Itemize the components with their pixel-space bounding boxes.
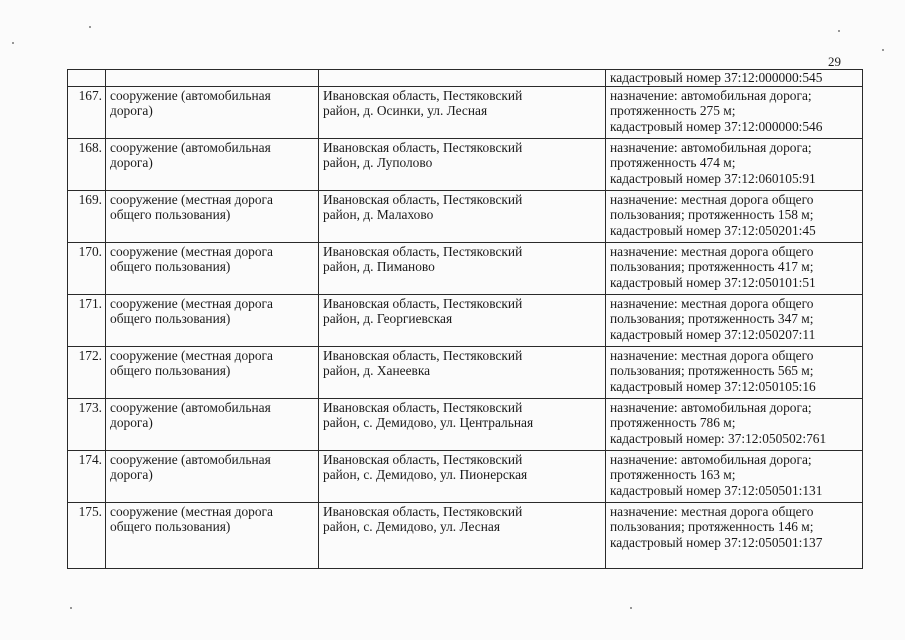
object-address-line: Ивановская область, Пестяковский — [323, 399, 523, 415]
object-address-line: Ивановская область, Пестяковский — [323, 191, 523, 207]
object-details-line: кадастровый номер 37:12:050105:16 — [610, 378, 816, 394]
object-details — [606, 70, 863, 87]
object-address — [319, 502, 606, 568]
row-number: 171. — [68, 294, 106, 346]
object-type-line: дорога) — [110, 467, 153, 483]
object-type — [106, 398, 319, 450]
object-address-line: район, с. Демидово, ул. Пионерская — [323, 467, 528, 483]
object-type — [106, 502, 319, 568]
object-details-line: назначение: автомобильная дорога; — [610, 139, 812, 155]
object-address-line: район, д. Осинки, ул. Лесная — [323, 103, 488, 119]
object-details-line: кадастровый номер 37:12:050501:131 — [610, 482, 823, 498]
object-details-line: назначение: автомобильная дорога; — [610, 87, 812, 103]
object-details — [606, 242, 863, 294]
object-address-line: Ивановская область, Пестяковский — [323, 139, 523, 155]
object-address-line: Ивановская область, Пестяковский — [323, 87, 523, 103]
object-type-line: общего пользования) — [110, 259, 231, 275]
object-address-line: район, д. Луполово — [323, 155, 433, 171]
object-type-line: сооружение (местная дорога — [110, 503, 273, 519]
object-address-line: район, с. Демидово, ул. Центральная — [323, 415, 534, 431]
object-address — [319, 346, 606, 398]
object-details-line: кадастровый номер: 37:12:050502:761 — [610, 430, 827, 446]
object-address — [319, 450, 606, 502]
object-details — [606, 138, 863, 190]
row-number: 167. — [68, 86, 106, 138]
object-address-line: район, д. Георгиевская — [323, 311, 453, 327]
object-details-line: назначение: местная дорога общего — [610, 243, 814, 259]
scan-speck — [882, 49, 884, 51]
object-address-line: Ивановская область, Пестяковский — [323, 295, 523, 311]
object-details-line: назначение: местная дорога общего — [610, 503, 814, 519]
object-details-line: кадастровый номер 37:12:050101:51 — [610, 274, 816, 290]
object-type-line: общего пользования) — [110, 311, 231, 327]
object-details-line: кадастровый номер 37:12:050207:11 — [610, 326, 816, 342]
object-details-line: назначение: местная дорога общего — [610, 191, 814, 207]
object-address-line: район, с. Демидово, ул. Лесная — [323, 519, 500, 535]
object-address — [319, 294, 606, 346]
object-details-line: назначение: местная дорога общего — [610, 347, 814, 363]
object-details-line: пользования; протяженность 347 м; — [610, 311, 814, 327]
object-type — [106, 70, 319, 87]
object-type — [106, 450, 319, 502]
object-address — [319, 138, 606, 190]
object-details — [606, 294, 863, 346]
scan-speck — [70, 607, 72, 609]
row-number: 168. — [68, 138, 106, 190]
scan-speck — [12, 42, 14, 44]
object-type-line: сооружение (местная дорога — [110, 243, 273, 259]
row-number: 170. — [68, 242, 106, 294]
page-number: 29 — [828, 54, 841, 69]
object-details-line: пользования; протяженность 565 м; — [610, 363, 814, 379]
table-row — [68, 398, 863, 450]
scan-speck — [630, 607, 632, 609]
scan-speck — [89, 26, 91, 28]
object-type-line: дорога) — [110, 103, 153, 119]
registry-table — [67, 69, 863, 569]
object-type-line: общего пользования) — [110, 519, 231, 535]
object-details — [606, 86, 863, 138]
object-details — [606, 502, 863, 568]
object-details-line: пользования; протяженность 417 м; — [610, 259, 814, 275]
table-row — [68, 242, 863, 294]
object-address-line: Ивановская область, Пестяковский — [323, 347, 523, 363]
scan-speck — [838, 30, 840, 32]
object-details-line: пользования; протяженность 158 м; — [610, 207, 814, 223]
table-body — [68, 70, 863, 569]
object-details — [606, 398, 863, 450]
object-details — [606, 450, 863, 502]
object-details-line: кадастровый номер 37:12:000000:546 — [610, 118, 823, 134]
row-number: 175. — [68, 502, 106, 568]
row-number: 173. — [68, 398, 106, 450]
object-type-line: общего пользования) — [110, 207, 231, 223]
object-type — [106, 294, 319, 346]
object-details-line: кадастровый номер 37:12:050501:137 — [610, 534, 823, 550]
row-number — [68, 70, 106, 87]
object-details — [606, 346, 863, 398]
object-details-line: назначение: автомобильная дорога; — [610, 399, 812, 415]
object-address — [319, 398, 606, 450]
object-type-line: сооружение (автомобильная — [110, 399, 271, 415]
object-type-line: дорога) — [110, 155, 153, 171]
object-address-line: Ивановская область, Пестяковский — [323, 503, 523, 519]
object-address — [319, 70, 606, 87]
object-type-line: дорога) — [110, 415, 153, 431]
object-type-line: сооружение (местная дорога — [110, 191, 273, 207]
object-type-line: общего пользования) — [110, 363, 231, 379]
object-type — [106, 190, 319, 242]
details-line: кадастровый номер 37:12:000000:545 — [610, 70, 823, 85]
object-details-line: протяженность 474 м; — [610, 155, 736, 171]
object-details-line: назначение: автомобильная дорога; — [610, 451, 812, 467]
table-row — [68, 502, 863, 568]
object-address — [319, 190, 606, 242]
object-details-line: протяженность 163 м; — [610, 467, 736, 483]
object-address-line: район, д. Ханеевка — [323, 363, 431, 379]
object-details-line: пользования; протяженность 146 м; — [610, 519, 814, 535]
table-row — [68, 294, 863, 346]
object-details — [606, 190, 863, 242]
object-details-line: назначение: местная дорога общего — [610, 295, 814, 311]
table-row — [68, 346, 863, 398]
object-type — [106, 138, 319, 190]
row-number: 174. — [68, 450, 106, 502]
row-number: 169. — [68, 190, 106, 242]
object-details-line: кадастровый номер 37:12:050201:45 — [610, 222, 816, 238]
object-address-line: район, д. Пиманово — [323, 259, 435, 275]
object-type — [106, 346, 319, 398]
object-details-line: протяженность 275 м; — [610, 103, 736, 119]
table-row — [68, 450, 863, 502]
table-row — [68, 138, 863, 190]
table-row — [68, 86, 863, 138]
object-type-line: сооружение (местная дорога — [110, 347, 273, 363]
object-address — [319, 86, 606, 138]
table-row — [68, 190, 863, 242]
object-type — [106, 242, 319, 294]
object-details-line: протяженность 786 м; — [610, 415, 736, 431]
object-address-line: Ивановская область, Пестяковский — [323, 243, 523, 259]
object-address — [319, 242, 606, 294]
row-number: 172. — [68, 346, 106, 398]
object-type-line: сооружение (автомобильная — [110, 139, 271, 155]
object-details-line: кадастровый номер 37:12:060105:91 — [610, 170, 816, 186]
continuation-row — [68, 70, 863, 87]
object-address-line: Ивановская область, Пестяковский — [323, 451, 523, 467]
object-type — [106, 86, 319, 138]
object-address-line: район, д. Малахово — [323, 207, 434, 223]
object-type-line: сооружение (автомобильная — [110, 451, 271, 467]
object-type-line: сооружение (местная дорога — [110, 295, 273, 311]
object-type-line: сооружение (автомобильная — [110, 87, 271, 103]
